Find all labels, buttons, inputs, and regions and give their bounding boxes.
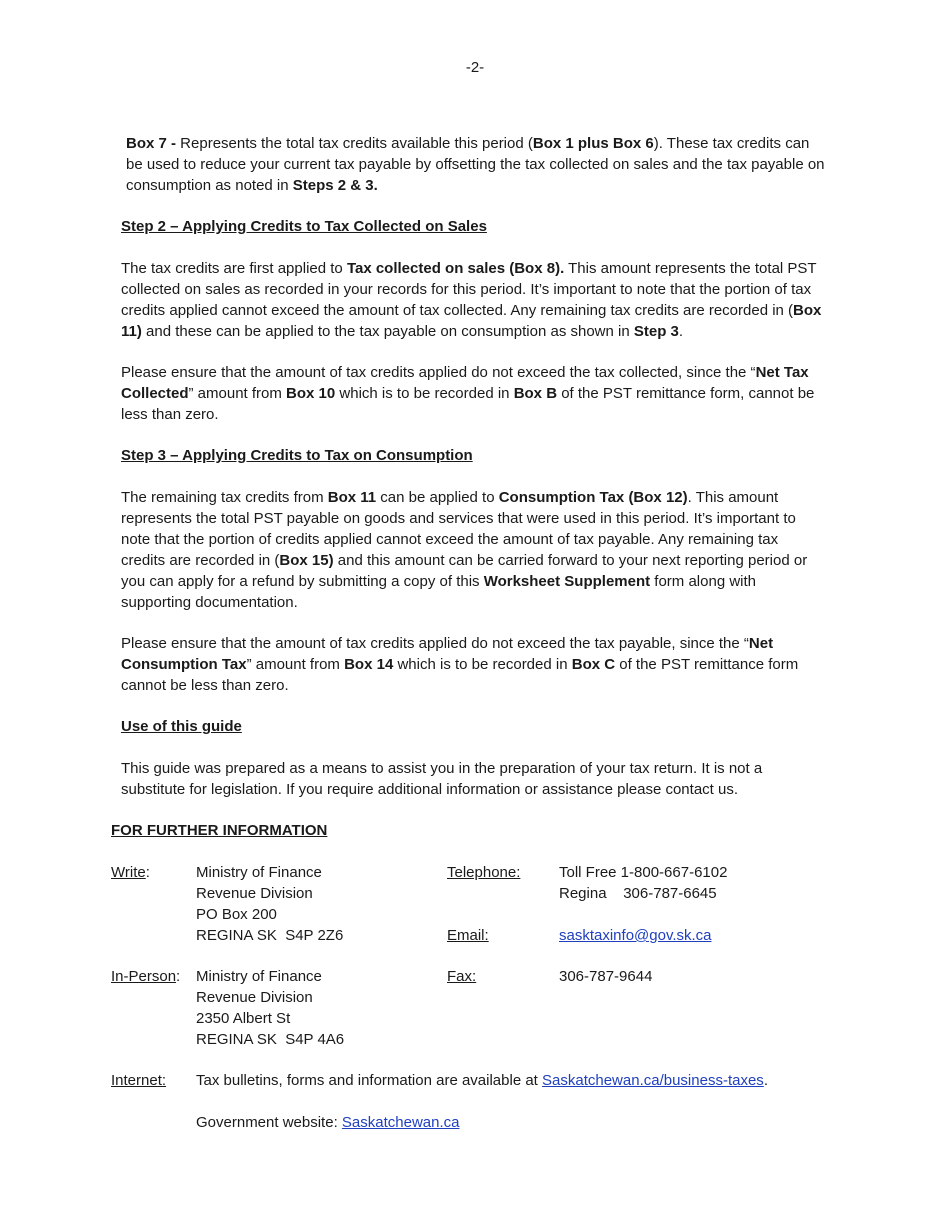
step2-p1-text-3: and these can be applied to the tax payable on consumption as shown in xyxy=(141,323,634,340)
step2-paragraph-1 xyxy=(121,258,839,342)
write-label-colon: : xyxy=(145,864,150,881)
step3-p1-bold-4: Worksheet Supplement xyxy=(483,573,651,590)
box7-text-2: ). These tax credits can be used to reduce your current tax payable by offsetting the tax collected on sales and the tax payable on consumption as noted in xyxy=(126,135,825,194)
step3-paragraph-2 xyxy=(121,633,826,696)
step3-p1-text-5: form along with supporting documentation. xyxy=(121,573,757,611)
box7-bold-3: Steps 2 & 3. xyxy=(292,177,378,194)
step2-paragraph-2 xyxy=(121,362,816,425)
fax-label: Fax: xyxy=(447,968,477,985)
inperson-label-text: In-Person xyxy=(111,968,177,985)
step3-p2-text-3: which is to be recorded in xyxy=(393,656,572,673)
email-label: Email: xyxy=(447,927,489,944)
step2-heading: Step 2 – Applying Credits to Tax Collected on Sales xyxy=(121,218,487,235)
email-link[interactable]: sasktaxinfo@gov.sk.ca xyxy=(559,927,712,944)
step3-heading: Step 3 – Applying Credits to Tax on Consumption xyxy=(121,447,473,464)
further-info-heading: FOR FURTHER INFORMATION xyxy=(111,822,328,839)
step2-p2-bold-3: Box B xyxy=(513,385,558,402)
step2-p1-bold-2: Box 11) xyxy=(121,302,822,340)
step2-p1-text-2: This amount represents the total PST collected on sales as recorded in your records for this period. It’s important to note that the portion of tax credits applied cannot exceed the amount of tax collected. Any remaining tax credits are recorded in ( xyxy=(121,260,817,319)
step2-p2-text-2: ” amount from xyxy=(188,385,287,402)
box7-bold-2: Box 1 plus Box 6 xyxy=(532,135,654,152)
inperson-line-3: 2350 Albert St xyxy=(196,1010,291,1027)
inperson-line-2: Revenue Division xyxy=(196,989,313,1006)
telephone-regina: Regina 306-787-6645 xyxy=(559,885,717,902)
business-taxes-link[interactable]: Saskatchewan.ca/business-taxes xyxy=(542,1072,764,1089)
step3-paragraph-1 xyxy=(121,487,826,613)
inperson-label-colon: : xyxy=(176,968,181,985)
step2-p2-bold-2: Box 10 xyxy=(286,385,336,402)
inperson-label xyxy=(111,966,180,987)
step2-p2-bold-1: Net Tax Collected xyxy=(121,364,809,402)
step2-p1-text-4: . xyxy=(678,323,684,340)
guide-paragraph: This guide was prepared as a means to assist you in the preparation of your tax return. It is not a substitute for legislation. If you require additional information or assistance please contact us. xyxy=(121,760,763,798)
fax-number: 306-787-9644 xyxy=(559,968,653,985)
step3-p2-bold-1: Net Consumption Tax xyxy=(121,635,774,673)
step2-p2-text-4: of the PST remittance form, cannot be less than zero. xyxy=(121,385,815,423)
box7-text-1: Represents the total tax credits available this period ( xyxy=(176,135,533,152)
step3-p2-text-2: ” amount from xyxy=(246,656,345,673)
step3-p1-text-2: can be applied to xyxy=(376,489,499,506)
step2-p1-bold-3: Step 3 xyxy=(633,323,679,340)
step3-p2-text-4: of the PST remittance form cannot be less than zero. xyxy=(121,656,799,694)
saskatchewan-link[interactable]: Saskatchewan.ca xyxy=(341,1114,460,1131)
step3-p2-text-1: Please ensure that the amount of tax credits applied do not exceed the tax payable, since the “ xyxy=(121,635,749,652)
telephone-tollfree: Toll Free 1-800-667-6102 xyxy=(559,864,728,881)
step3-p1-text-1: The remaining tax credits from xyxy=(121,489,328,506)
guide-heading: Use of this guide xyxy=(121,718,242,735)
internet-line xyxy=(196,1070,768,1091)
step3-p2-bold-2: Box 14 xyxy=(344,656,394,673)
government-website-line xyxy=(196,1112,459,1133)
write-line-1: Ministry of Finance xyxy=(196,864,322,881)
step2-p2-text-3: which is to be recorded in xyxy=(335,385,514,402)
inperson-line-4: REGINA SK S4P 4A6 xyxy=(196,1031,345,1048)
step2-p2-text-1: Please ensure that the amount of tax credits applied do not exceed the tax collected, since the “ xyxy=(121,364,756,381)
write-line-4: REGINA SK S4P 2Z6 xyxy=(196,927,344,944)
step3-p2-bold-3: Box C xyxy=(571,656,616,673)
step3-p1-text-4: and this amount can be carried forward to your next reporting period or you can apply for a refund by submitting a copy of this xyxy=(121,552,808,590)
internet-end: . xyxy=(763,1072,768,1089)
gov-website-text: Government website: xyxy=(196,1114,342,1131)
box7-term: Box 7 - xyxy=(126,135,177,152)
box7-paragraph xyxy=(126,133,826,196)
write-line-2: Revenue Division xyxy=(196,885,313,902)
step3-p1-bold-1: Box 11 xyxy=(327,489,377,506)
step2-p1-bold-1: Tax collected on sales (Box 8). xyxy=(346,260,565,277)
step3-p1-text-3: . This amount represents the total PST payable on goods and services that were used in this period. It’s important to note that the portion of credits applied cannot exceed the amount of tax payable. Any remaining tax credits are recorded in ( xyxy=(121,489,796,569)
write-line-3: PO Box 200 xyxy=(196,906,277,923)
inperson-line-1: Ministry of Finance xyxy=(196,968,322,985)
step2-p1-text-1: The tax credits are first applied to xyxy=(121,260,347,277)
page-number: -2- xyxy=(465,59,485,76)
write-label-text: Write xyxy=(111,864,146,881)
write-label xyxy=(111,862,150,883)
internet-label: Internet: xyxy=(111,1072,167,1089)
step3-p1-bold-3: Box 15) xyxy=(279,552,334,569)
internet-text: Tax bulletins, forms and information are available at xyxy=(196,1072,543,1089)
step3-p1-bold-2: Consumption Tax (Box 12) xyxy=(498,489,688,506)
telephone-label: Telephone: xyxy=(447,864,521,881)
